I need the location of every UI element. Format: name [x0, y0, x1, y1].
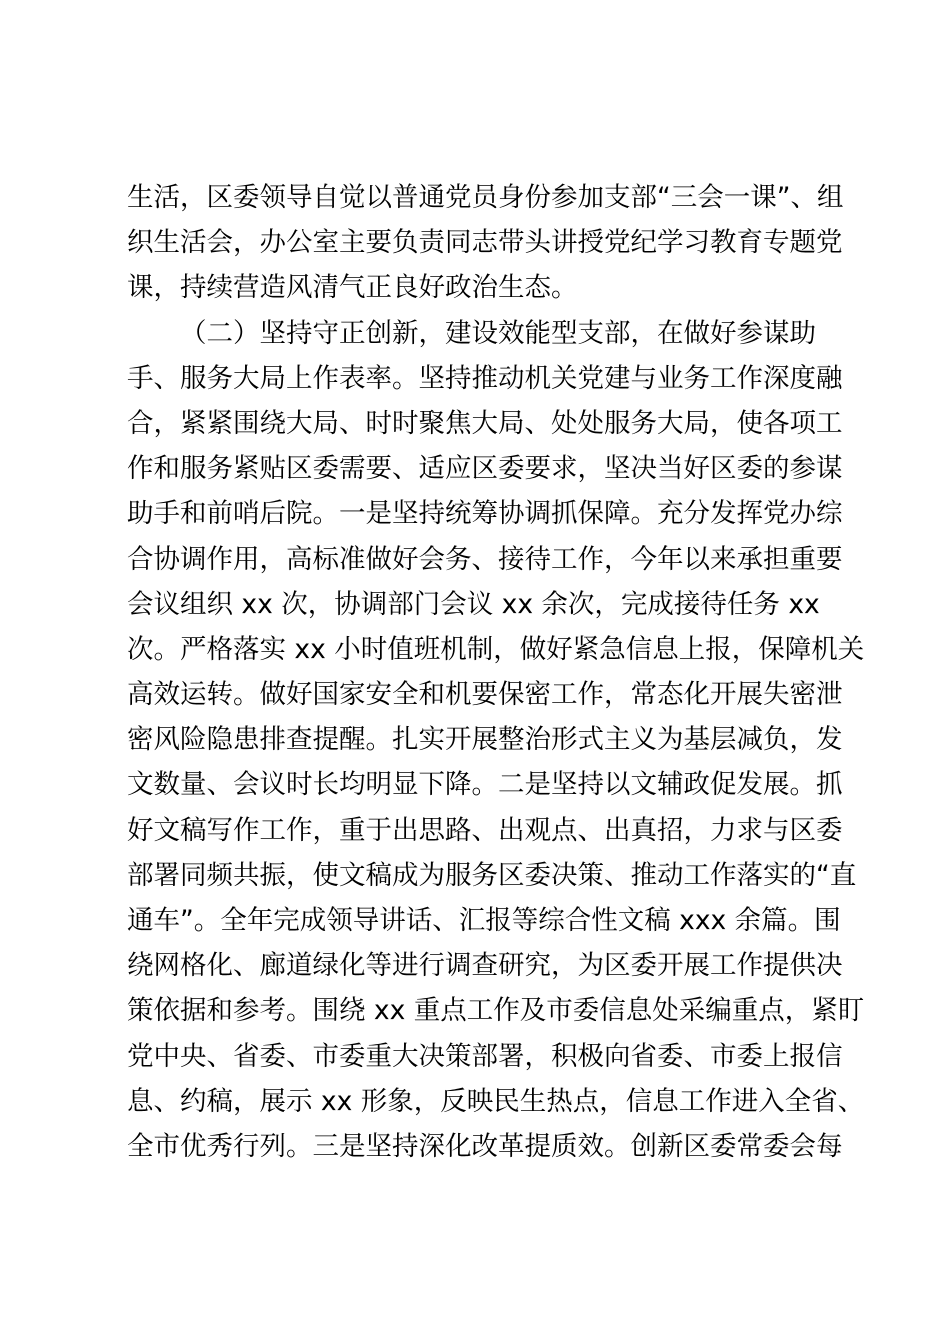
text-line: 密风险隐患排查提醒。扎实开展整治形式主义为基层减负，发: [127, 724, 843, 756]
text-line: 次。严格落实 xx 小时值班机制，做好紧急信息上报，保障机关: [127, 633, 865, 665]
text-line: 部署同频共振，使文稿成为服务区委决策、推动工作落实的“直: [127, 859, 857, 891]
text-line: 合，紧紧围绕大局、时时聚焦大局、处处服务大局，使各项工: [127, 407, 843, 439]
text-line: 策依据和参考。围绕 xx 重点工作及市委信息处采编重点，紧盯: [127, 995, 865, 1027]
text-line: 文数量、会议时长均明显下降。二是坚持以文辅政促发展。抓: [127, 769, 843, 801]
text-line: 息、约稿，展示 xx 形象，反映民生热点，信息工作进入全省、: [127, 1085, 865, 1117]
text-line: 高效运转。做好国家安全和机要保密工作，常态化开展失密泄: [127, 679, 843, 711]
text-line: 党中央、省委、市委重大决策部署，积极向省委、市委上报信: [127, 1040, 843, 1072]
text-line: 助手和前哨后院。一是坚持统筹协调抓保障。充分发挥党办综: [127, 498, 843, 530]
text-line: 生活，区委领导自觉以普通党员身份参加支部“三会一课”、组: [127, 182, 844, 213]
text-line: 合协调作用，高标准做好会务、接待工作，今年以来承担重要: [127, 543, 843, 575]
body-text: [127, 175, 865, 1169]
text-line: 织生活会，办公室主要负责同志带头讲授党纪学习教育专题党: [127, 227, 843, 259]
text-line: 课，持续营造风清气正良好政治生态。: [127, 272, 578, 304]
text-line: 会议组织 xx 次，协调部门会议 xx 余次，完成接待任务 xx: [127, 588, 820, 620]
text-line: 通车”。全年完成领导讲话、汇报等综合性文稿 xxx 余篇。围: [127, 905, 841, 936]
text-line: 绕网格化、廊道绿化等进行调查研究，为区委开展工作提供决: [127, 950, 843, 982]
text-line: 作和服务紧贴区委需要、适应区委要求，坚决当好区委的参谋: [127, 453, 843, 485]
text-line: 全市优秀行列。三是坚持深化改革提质效。创新区委常委会每: [127, 1130, 843, 1162]
text-line: 好文稿写作工作，重于出思路、出观点、出真招，力求与区委: [127, 814, 843, 846]
text-line: 手、服务大局上作表率。坚持推动机关党建与业务工作深度融: [127, 362, 843, 394]
section-heading-line: （二）坚持守正创新，建设效能型支部，在做好参谋助: [180, 317, 816, 349]
